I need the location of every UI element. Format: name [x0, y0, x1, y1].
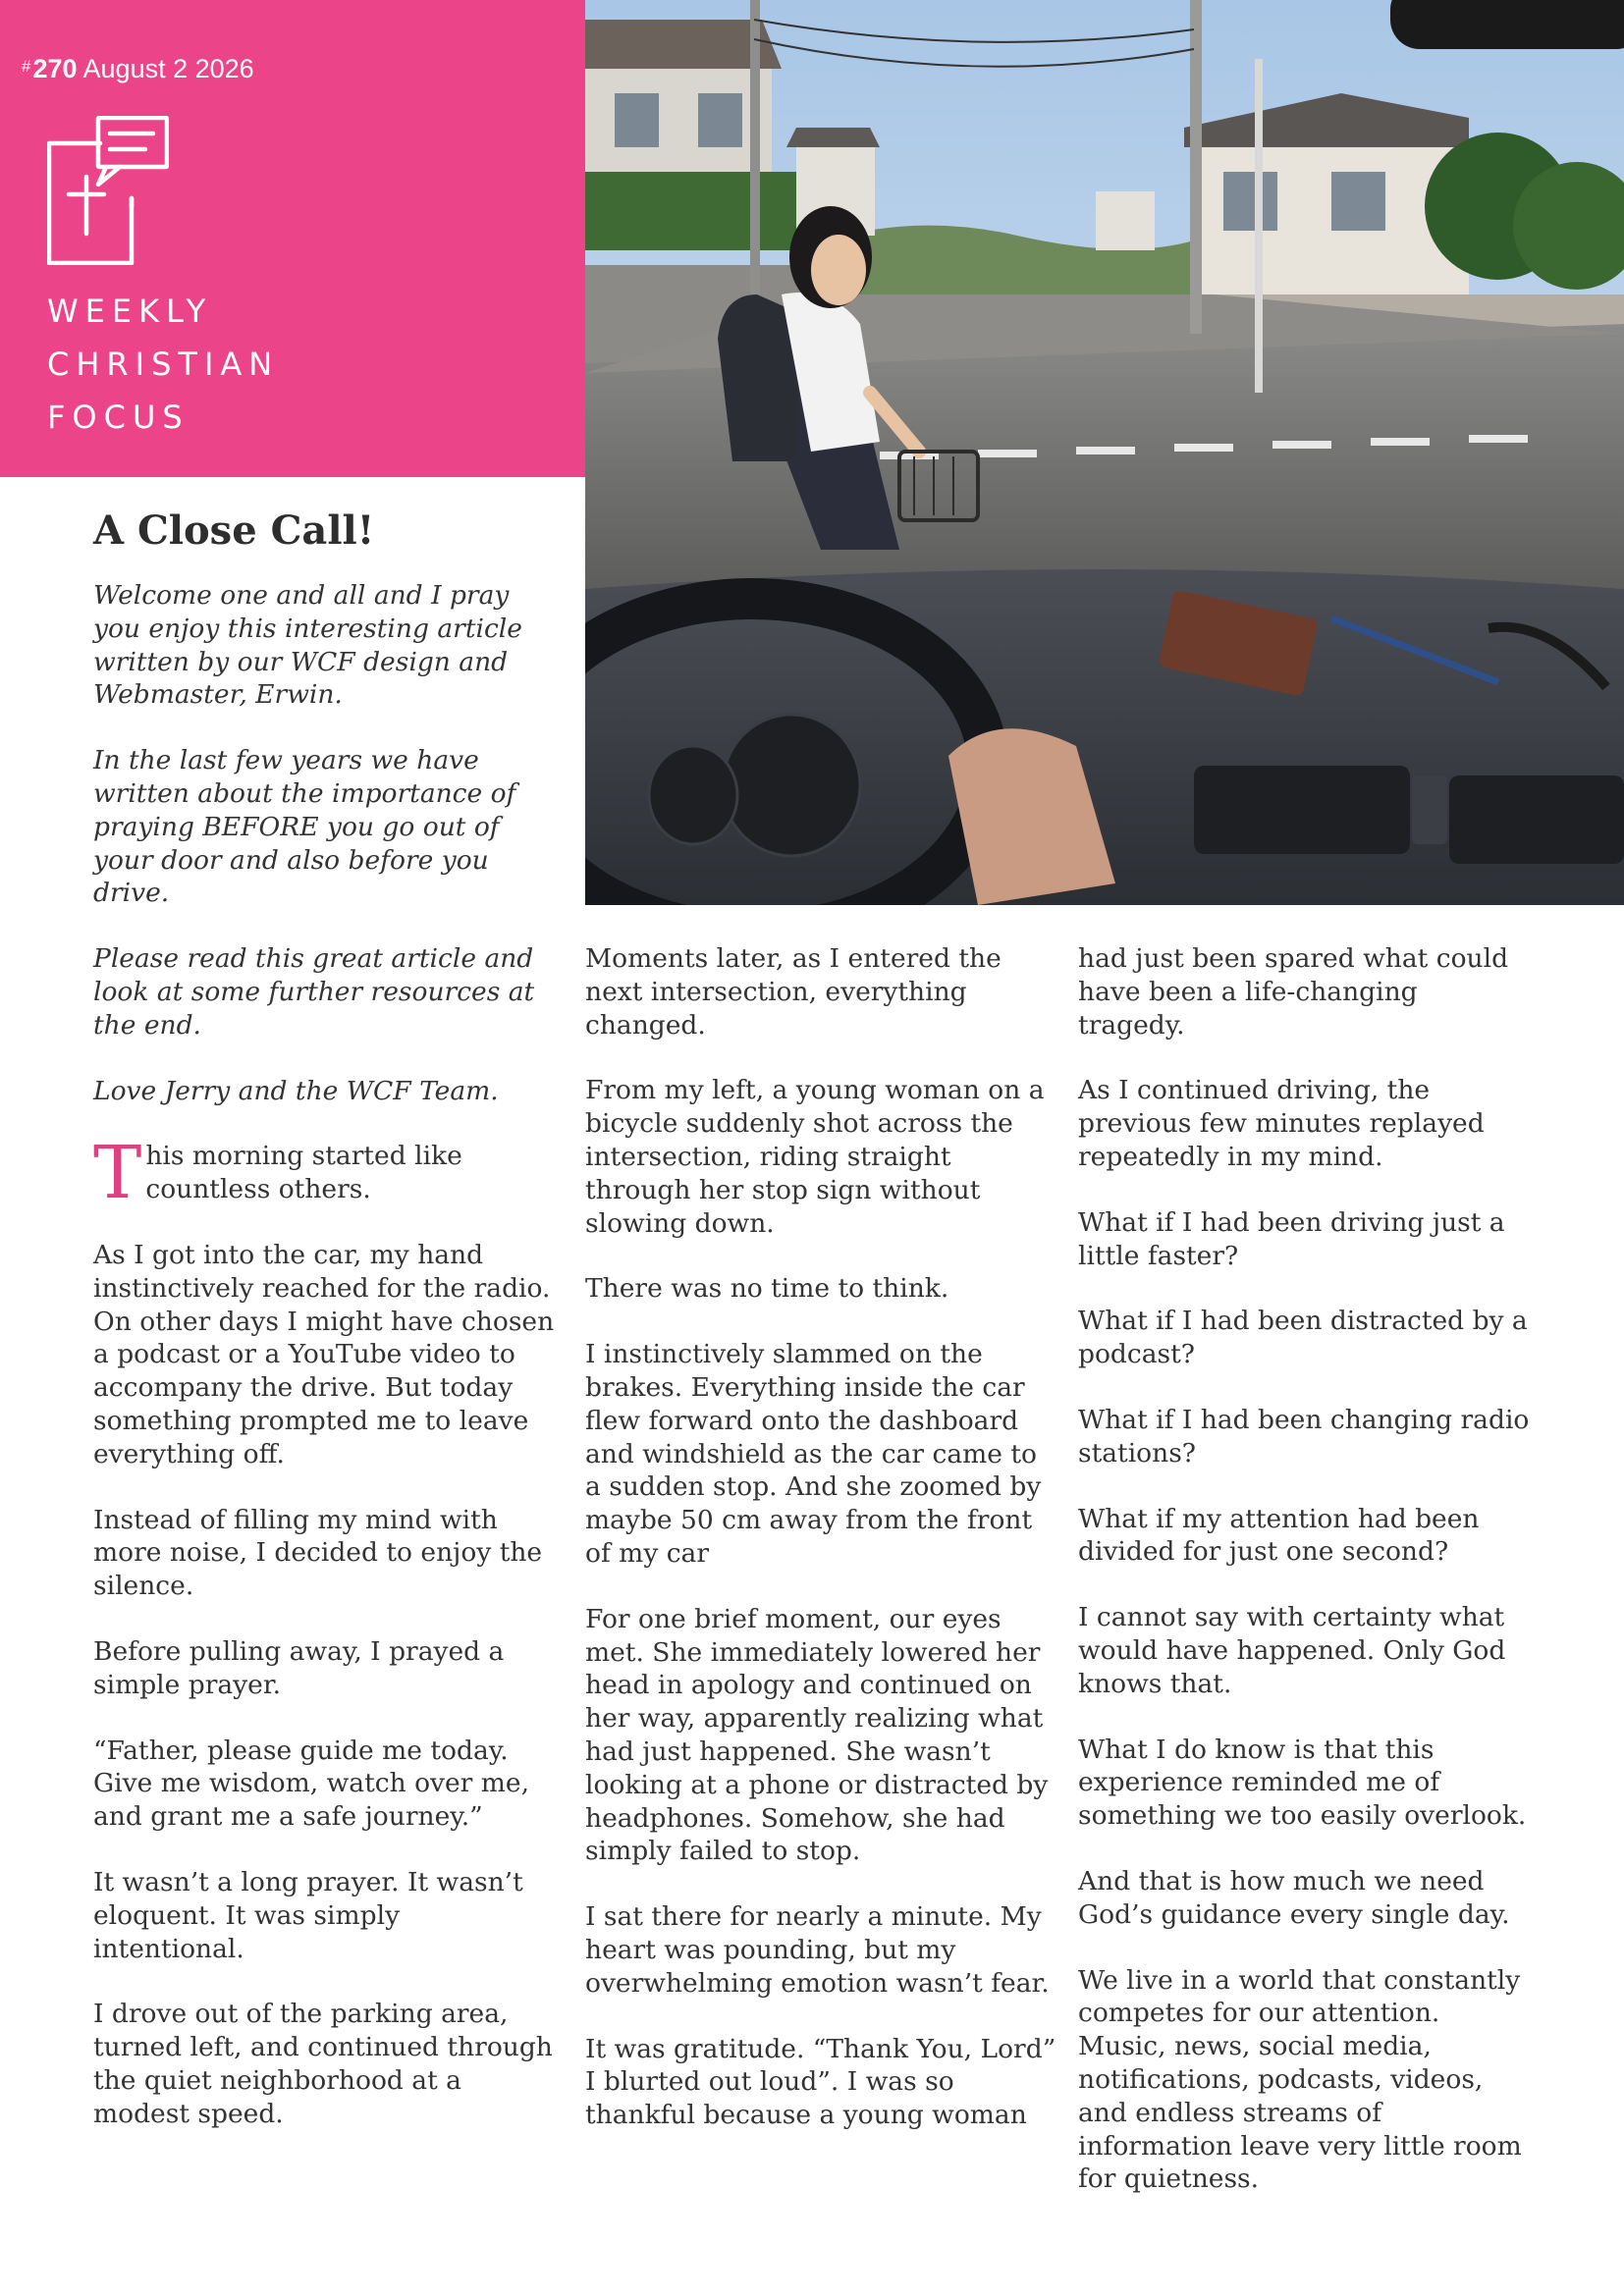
opening-text: his morning started like countless others. [145, 1141, 462, 1205]
body-paragraph: I instinctively slammed on the brakes. Everything inside the car flew forward onto the dashboard and windshield as the car came to a sudden stop. And she zoomed by maybe 50 cm away from the front of my car [585, 1339, 1042, 1569]
intro-signoff: Love Jerry and the WCF Team. [93, 1075, 499, 1106]
issue-date: August 2 2026 [82, 54, 254, 83]
hero-photo [585, 0, 1624, 905]
body-paragraph: What if my attention had been divided for just one second? [1078, 1503, 1480, 1568]
brand-line-3: FOCUS [47, 399, 189, 436]
body-paragraph: We live in a world that constantly competes for our attention. Music, news, social media, notifications, podcasts, videos, and endless streams of information leave very little room for quietness. [1078, 1964, 1522, 2195]
body-paragraph: It wasn’t a long prayer. It wasn’t eloquent. It was simply intentional. [93, 1866, 523, 1964]
article-column-2 [585, 942, 1056, 2132]
body-paragraph: What I do know is that this experience reminded me of something we too easily overlook. [1078, 1734, 1527, 1832]
issue-hash: # [22, 57, 31, 76]
brand-name [47, 285, 279, 444]
issue-line [22, 52, 254, 85]
article-column-3 [1078, 942, 1532, 2196]
body-paragraph: I cannot say with certainty what would have happened. Only God knows that. [1078, 1602, 1506, 1699]
body-paragraph: What if I had been changing radio stations? [1078, 1404, 1530, 1468]
brand-line-2: CHRISTIAN [47, 346, 280, 383]
body-paragraph: What if I had been distracted by a podcast? [1078, 1306, 1528, 1370]
brand-line-1: WEEKLY [47, 293, 213, 330]
article-column-1 [93, 501, 555, 2130]
article-title: A Close Call! [93, 507, 375, 554]
body-paragraph: It was gratitude. “Thank You, Lord” I blurted out loud”. I was so thankful because a young woman [585, 2033, 1056, 2131]
body-paragraph: And that is how much we need God’s guidance every single day. [1078, 1865, 1510, 1930]
body-paragraph: Moments later, as I entered the next intersection, everything changed. [585, 943, 1001, 1041]
prayer-quote: “Father, please guide me today. Give me wisdom, watch over me, and grant me a safe journey.” [93, 1735, 530, 1833]
body-paragraph: As I continued driving, the previous few minutes replayed repeatedly in my mind. [1078, 1075, 1485, 1172]
issue-number: 270 [32, 54, 78, 83]
body-paragraph: I sat there for nearly a minute. My heart was pounding, but my overwhelming emotion wasn’t fear. [585, 1901, 1050, 1999]
intro-paragraph: In the last few years we have written about the importance of praying BEFORE you go out of your door and also before you drive. [93, 745, 516, 909]
opening-paragraph [93, 1131, 555, 1216]
body-paragraph: Instead of filling my mind with more noise, I decided to enjoy the silence. [93, 1504, 543, 1602]
body-paragraph: There was no time to think. [585, 1273, 949, 1305]
body-paragraph: What if I had been driving just a little faster? [1078, 1206, 1505, 1271]
body-paragraph: From my left, a young woman on a bicycle suddenly shot across the intersection, riding straight through her stop sign without slowing down. [585, 1075, 1045, 1239]
body-paragraph: Before pulling away, I prayed a simple prayer. [93, 1635, 505, 1700]
masthead [0, 0, 585, 477]
body-paragraph: As I got into the car, my hand instinctively reached for the radio. On other days I might have chosen a podcast or a YouTube video to accompany the drive. But today something prompted me to leave everything off. [93, 1239, 555, 1469]
intro-paragraph: Welcome one and all and I pray you enjoy this interesting article written by our WCF design and Webmaster, Erwin. [93, 580, 522, 711]
body-paragraph: I drove out of the parking area, turned left, and continued through the quiet neighborhood at a modest speed. [93, 1999, 553, 2129]
body-paragraph: For one brief moment, our eyes met. She immediately lowered her head in apology and continued on her way, apparently realizing what had just happened. She wasn’t looking at a phone or distracted by headphones. Somehow, she had simply failed to stop. [585, 1603, 1049, 1867]
bible-with-speech-bubble-icon [47, 116, 169, 265]
body-paragraph: had just been spared what could have been a life-changing tragedy. [1078, 943, 1509, 1041]
intro-paragraph: Please read this great article and look at some further resources at the end. [93, 943, 535, 1041]
drop-cap: T [93, 1131, 142, 1216]
